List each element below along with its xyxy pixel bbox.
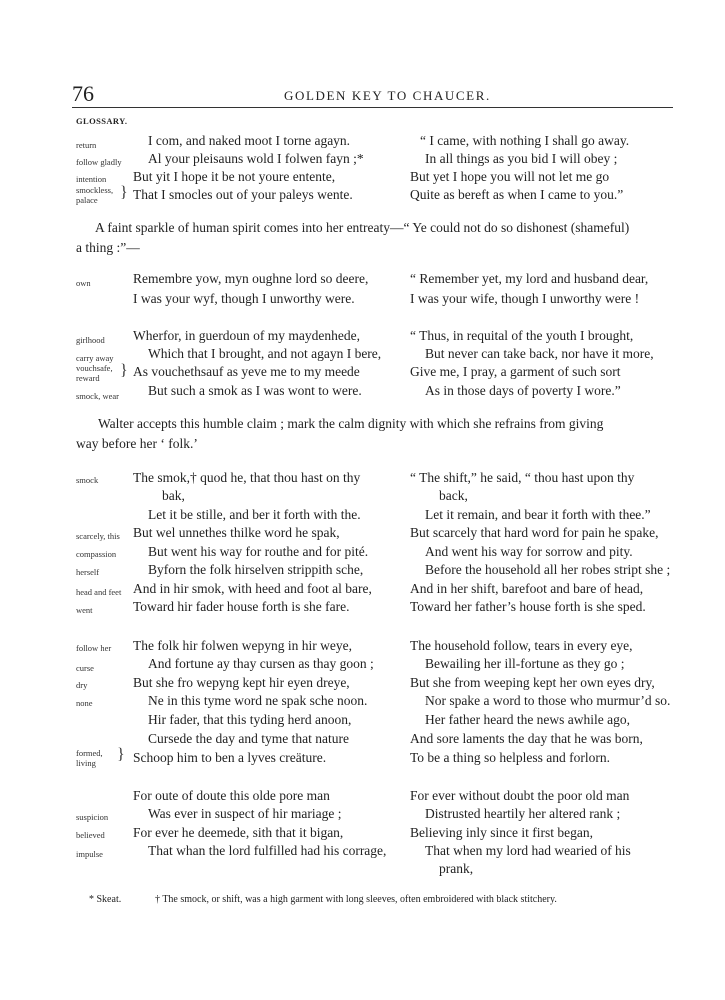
prose-line: A faint sparkle of human spirit comes into her entreaty—“ Ye could not do so dishonest (shameful) [95,220,630,235]
translation-line: “ Thus, in requital of the youth I brought, [410,328,634,343]
translation-line: Her father heard the news awhile ago, [425,712,631,727]
translation-line: Before the household all her robes stript she ; [425,562,671,577]
original-line: That whan the lord fulfilled had his corrage, [148,843,387,858]
gloss-note: intention [76,174,107,184]
original-line: But such a smok as I was wont to were. [148,383,362,398]
glossary-heading: GLOSSARY. [76,116,128,126]
translation-line: Distrusted heartily her altered rank ; [425,806,621,821]
gloss-note: follow gladly [76,157,122,167]
translation-line: In all things as you bid I will obey ; [425,151,618,166]
gloss-note: living [76,758,96,768]
translation-line: For ever without doubt the poor old man [410,788,630,803]
original-line: Was ever in suspect of hir mariage ; [148,806,342,821]
translation-line: And went his way for sorrow and pity. [425,544,633,559]
translation-line: prank, [439,861,474,876]
gloss-note: return [76,140,97,150]
gloss-note: believed [76,830,105,840]
translation-line: “ The shift,” he said, “ thou hast upon thy [410,470,635,485]
page-number: 76 [72,81,94,106]
prose-line: way before her ‘ folk.’ [76,436,198,451]
translation-line: The household follow, tears in every eye, [410,638,633,653]
header-rule [72,107,673,108]
gloss-note: girlhood [76,335,105,345]
translation-line: And in her shift, barefoot and bare of head, [410,581,644,596]
gloss-note: impulse [76,849,103,859]
gloss-note: scarcely, this [76,531,120,541]
prose-line: a thing :”— [76,240,140,255]
translation-line: But yet I hope you will not let me go [410,169,610,184]
original-line: That I smocles out of your paleys wente. [133,187,353,202]
original-line: But yit I hope it be not youre entente, [133,169,336,184]
gloss-note: formed, [76,748,103,758]
gloss-note: went [76,605,93,615]
original-line: And fortune ay thay cursen as thay goon ; [148,656,374,671]
gloss-note: smockless, [76,185,114,195]
brace-glyph: } [120,184,128,201]
gloss-note: herself [76,567,100,577]
original-line: Let it be stille, and ber it forth with the. [148,507,361,522]
translation-line: I was your wife, though I unworthy were ! [410,291,640,306]
original-line: Al your pleisauns wold I folwen fayn ;* [148,151,364,166]
translation-line: But scarcely that hard word for pain he spake, [410,525,659,540]
translation-line: “ I came, with nothing I shall go away. [420,133,630,148]
translation-line: But never can take back, nor have it more, [425,346,654,361]
translation-line: To be a thing so helpless and forlorn. [410,750,611,765]
translation-line: Quite as bereft as when I came to you.” [410,187,624,202]
translation-line: Give me, I pray, a garment of such sort [410,364,621,379]
footnote-skeat: * Skeat. [89,894,122,905]
gloss-note: palace [76,195,98,205]
original-line: And in hir smok, with heed and foot al bare, [133,581,372,596]
translation-line: Believing inly since it first began, [410,825,593,840]
original-line: The smok,† quod he, that thou hast on thy [133,470,361,485]
original-line: Wherfor, in guerdoun of my maydenhede, [133,328,361,343]
gloss-note: curse [76,663,94,673]
gloss-note: dry [76,680,88,690]
original-line: But wel unnethes thilke word he spak, [133,525,340,540]
gloss-note: smock [76,475,99,485]
gloss-note: own [76,278,91,288]
gloss-note: vouchsafe, [76,363,113,373]
gloss-note: compassion [76,549,117,559]
original-line: As vouchethsauf as yeve me to my meede [133,364,360,379]
original-line: Remembre yow, myn oughne lord so deere, [133,271,369,286]
gloss-note: follow her [76,643,112,653]
translation-line: Nor spake a word to those who murmur’d so. [425,693,671,708]
translation-line: back, [439,488,468,503]
original-line: For oute of doute this olde pore man [133,788,330,803]
translation-line: And sore laments the day that he was born, [410,731,643,746]
original-line: I com, and naked moot I torne agayn. [148,133,351,148]
original-line: Schoop him to ben a lyves creäture. [133,750,327,765]
original-line: For ever he deemede, sith that it bigan, [133,825,344,840]
original-line: Byforn the folk hirselven strippith sche, [148,562,364,577]
prose-line: Walter accepts this humble claim ; mark the calm dignity with which she refrains from giving [98,416,604,431]
gloss-note: smock, wear [76,391,119,401]
original-line: Which that I brought, and not agayn I bere, [148,346,382,361]
original-line: But went his way for routhe and for pité. [148,544,369,559]
translation-line: As in those days of poverty I wore.” [425,383,621,398]
translation-line: Toward her father’s house forth is she sped. [410,599,646,614]
brace-glyph: } [117,746,125,763]
translation-line: Bewailing her ill-fortune as they go ; [425,656,625,671]
translation-line: Let it remain, and bear it forth with thee.” [425,507,651,522]
running-title: GOLDEN KEY TO CHAUCER. [284,88,491,103]
original-line: The folk hir folwen wepyng in hir weye, [133,638,352,653]
original-line: Hir fader, that this tyding herd anoon, [148,712,352,727]
original-line: Cursede the day and tyme that nature [148,731,349,746]
original-line: But she fro wepyng kept hir eyen dreye, [133,675,350,690]
original-line: Toward hir fader house forth is she fare. [133,599,350,614]
brace-glyph: } [120,362,128,379]
original-line: Ne in this tyme word ne spak sche noon. [148,693,368,708]
original-line: I was your wyf, though I unworthy were. [133,291,355,306]
original-line: bak, [162,488,185,503]
translation-line: But she from weeping kept her own eyes dry, [410,675,655,690]
translation-line: That when my lord had wearied of his [425,843,631,858]
gloss-note: reward [76,373,100,383]
translation-line: “ Remember yet, my lord and husband dear, [410,271,649,286]
gloss-note: carry away [76,353,114,363]
footnote-smock: † The smock, or shift, was a high garment with long sleeves, often embroidered with black stitchery. [155,894,557,905]
gloss-note: none [76,698,93,708]
gloss-note: suspicion [76,812,109,822]
gloss-note: head and feet [76,587,122,597]
